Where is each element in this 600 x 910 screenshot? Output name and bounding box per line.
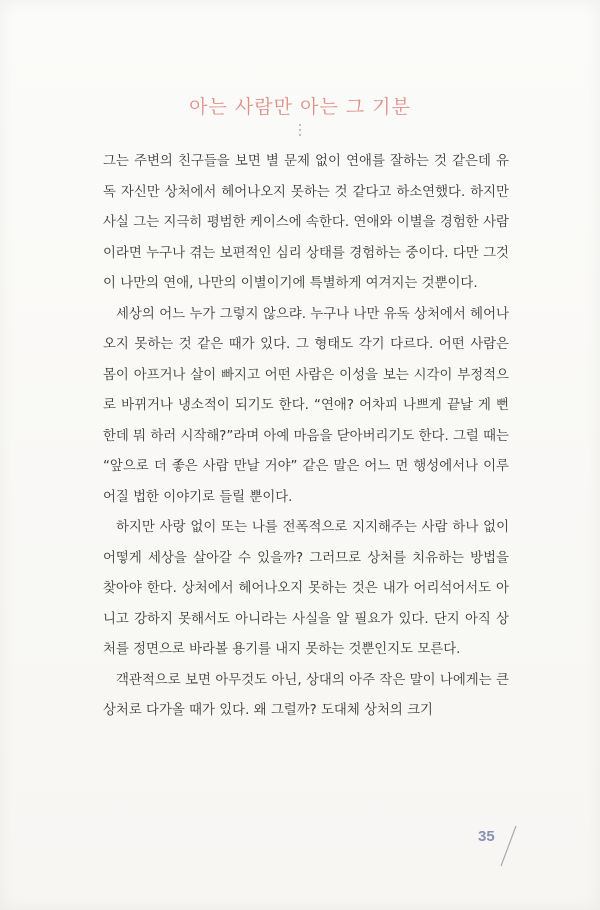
paragraph-3: 하지만 사랑 없이 또는 나를 전폭적으로 지지해주는 사람 하나 없이 어떻게 세상을 살아갈 수 있을까? 그러므로 상처를 치유하는 방법을 찾아야 한다. 상처에서 헤어나오지 못하는 것은 내가 어리석어서도 아니고 강하지 못해서도 아니라는 사실을 알 필요가 있다. 단지 아직 상처를 정면으로 바라볼 용기를 내지 못하는 것뿐인지도 모른다.: [103, 520, 509, 657]
paragraph-2: 세상의 어느 누가 그렇지 않으랴. 누구나 나만 유독 상처에서 헤어나오지 못하는 것 같은 때가 있다. 그 형태도 각기 다르다. 어떤 사람은 몸이 아프거나 살이 빠지고 어떤 사람은 이성을 보는 시각이 부정적으로 바뀌거나 냉소적이 되기도 한다. “연애? 어차피 나쁘게 끝날 게 뻔한데 뭐 하러 시작해?”라며 아예 마음을 닫아버리기도 한다. 그럴 때는 “앞으로 더 좋은 사람 만날 거야” 같은 말은 어느 먼 행성에서나 이루어질 법한 이야기로 들릴 뿐이다.: [103, 306, 509, 505]
body-text: [103, 147, 509, 727]
page-slash-ornament: [498, 824, 518, 868]
paragraph-4: 객관적으로 보면 아무것도 아닌, 상대의 아주 작은 말이 나에게는 큰 상처로 다가올 때가 있다. 왜 그럴까? 도대체 상처의 크기: [103, 672, 509, 718]
page-number: 35: [478, 828, 495, 845]
title-dots-ornament: [297, 124, 303, 138]
chapter-title: 아는 사람만 아는 그 기분: [189, 96, 411, 118]
paragraph-1: 그는 주변의 친구들을 보면 별 문제 없이 연애를 잘하는 것 같은데 유독 자신만 상처에서 헤어나오지 못하는 것 같다고 하소연했다. 하지만 사실 그는 지극히 평범한 케이스에 속한다. 연애와 이별을 경험한 사람이라면 누구나 겪는 보편적인 심리 상태를 경험하는 중이다. 다만 그것이 나만의 연애, 나만의 이별이기에 특별하게 여겨지는 것뿐이다.: [103, 154, 509, 291]
